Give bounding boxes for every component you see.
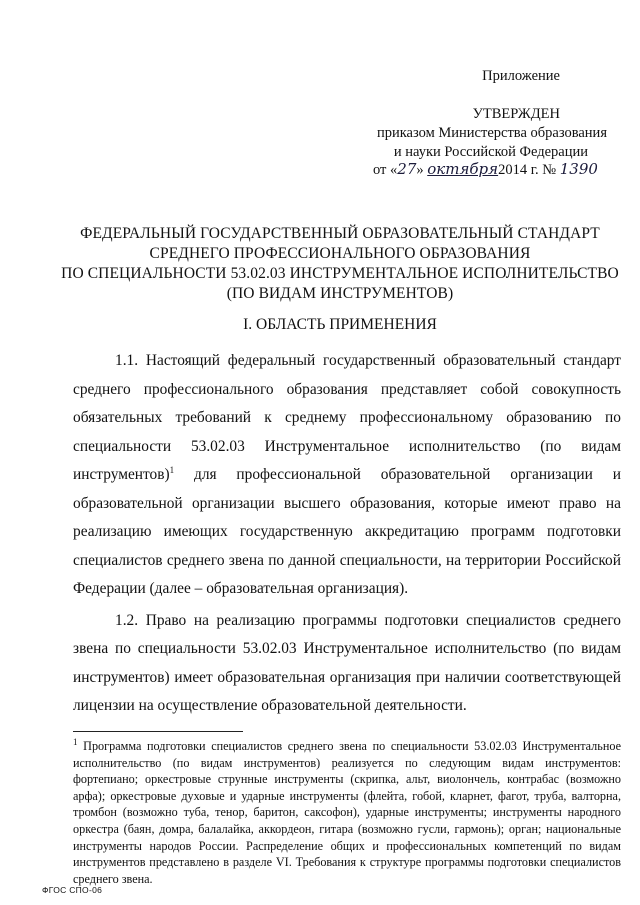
date-day-handwritten: 27 — [397, 160, 417, 178]
approved-label: УТВЕРЖДЕН — [472, 106, 560, 122]
document-title — [40, 224, 640, 304]
appendix-label: Приложение — [482, 68, 560, 84]
document-body — [73, 347, 621, 721]
date-year: 2014 г. № — [498, 162, 557, 178]
footnote: $^1$ Программа подготовки специалистов среднего звена по специальности 53.02.03 Инструментальное исполнительство (по видам инструментов) реализуется по следующим видам инструментов: фортепиано; оркестровые струнные инструменты (скрипка, альт, виолончель, контрабас (возможно арфа); оркестровые духовые и ударные инструменты (флейта, гобой, кларнет, фагот, труба, валторна, тромбон (возможно туба, тенор, баритон, саксофон), ударные инструменты; инструменты народного оркестра (баян, домра, балалайка, аккордеон, гитара (возможно гусли, гармонь); орган; национальные инструменты народов России. Распределение общих и профессиональных компетенций по видам инструментов представлено в разделе VI. Требования к структуре программы подготовки специалистов среднего звена. — [73, 736, 621, 886]
date-prefix: от « — [373, 162, 398, 178]
footnote-number: 1 — [73, 736, 78, 747]
title-line: ПО СПЕЦИАЛЬНОСТИ 53.02.03 ИНСТРУМЕНТАЛЬНОЕ ИСПОЛНИТЕЛЬСТВО — [61, 265, 619, 282]
title-line: СРЕДНЕГО ПРОФЕССИОНАЛЬНОГО ОБРАЗОВАНИЯ — [149, 245, 531, 262]
footer-label: ФГОС СПО-06 — [42, 885, 103, 895]
date-month-handwritten: октября — [427, 160, 499, 178]
footnote-reference: 1 — [169, 464, 175, 475]
title-line: ФЕДЕРАЛЬНЫЙ ГОСУДАРСТВЕННЫЙ ОБРАЗОВАТЕЛЬНЫЙ СТАНДАРТ — [80, 225, 600, 242]
paragraph-1-2: 1.2. Право на реализацию программы подготовки специалистов среднего звена по специальности 53.02.03 Инструментальное исполнительство (по видам инструментов) имеет образовательная организация при наличии соответствующей лицензии на осуществление образовательной деятельности. — [73, 611, 621, 714]
order-issuer-line1: приказом Министерства образования — [376, 125, 607, 141]
order-number-handwritten: 1390 — [559, 160, 598, 178]
paragraph-1-1: 1.1. Настоящий федеральный государственный образовательный стандарт среднего профессионального образования представляет собой совокупность обязательных требований к среднему профессиональному образованию по специальности 53.02.03 Инструментальное исполнительство (по видам инструментов)$^1$ для профессиональной образовательной организации и образовательной организации высшего образования, которые имеют право на реализацию имеющих государственную аккредитацию программ подготовки специалистов среднего звена по данной специальности, на территории Российской Федерации (далее – образовательная организация). — [73, 352, 621, 597]
date-quote-close: » — [416, 162, 424, 178]
footnote-divider — [73, 731, 243, 732]
order-issuer-line2: и науки Российской Федерации — [393, 144, 588, 160]
section-heading: I. ОБЛАСТЬ ПРИМЕНЕНИЯ — [243, 316, 437, 333]
title-line: (ПО ВИДАМ ИНСТРУМЕНТОВ) — [226, 285, 454, 302]
order-date-line — [373, 160, 598, 179]
